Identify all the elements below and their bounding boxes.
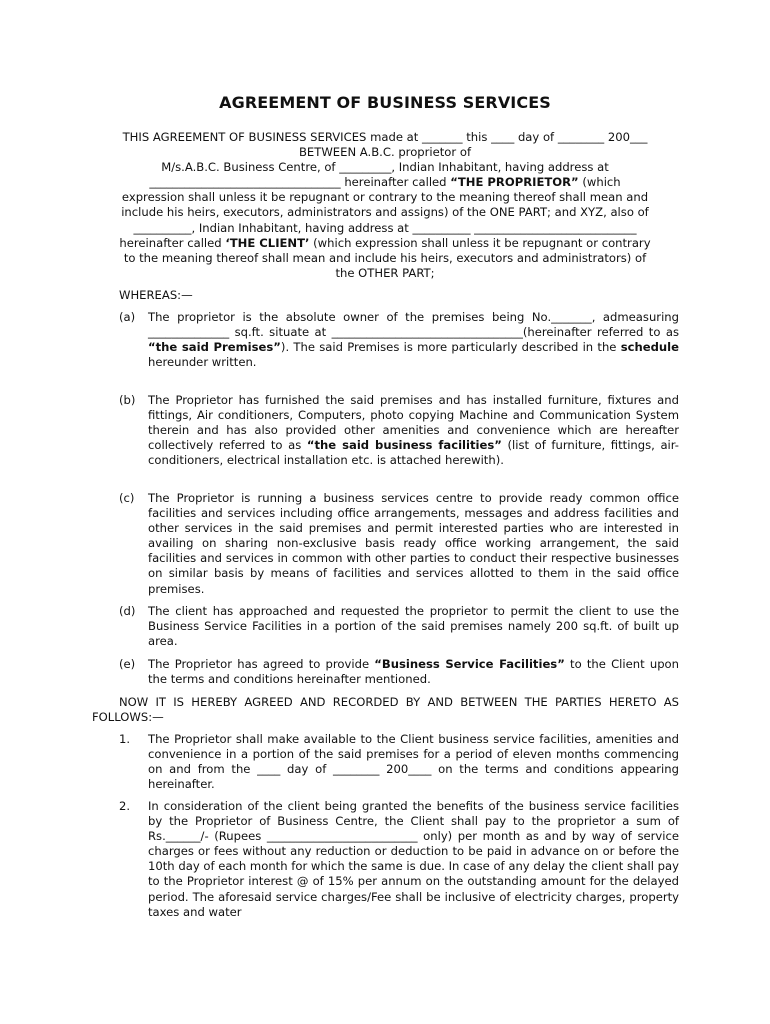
recital-b: [92, 393, 679, 468]
recital-label: (b): [119, 393, 136, 407]
recital-text: [148, 393, 679, 468]
recital-text-part: ______________ sq.ft. situate at _________________________________(hereinafter referred to as: [148, 325, 679, 340]
intro-line: BETWEEN A.B.C. proprietor of: [298, 145, 472, 160]
recital-text-part: The Proprietor has furnished the said premises and has installed furniture, fixtures and fittings, Air conditioners, Computers, photo copying Machine and Communication System therein and has also provided other amenities and convenience which are hereafter collectively referred to as: [148, 393, 679, 453]
service-facilities-term: “Business Service Facilities”: [374, 657, 565, 671]
recital-label: (d): [119, 604, 136, 618]
recital-label: (c): [119, 491, 135, 505]
recital-c: [92, 491, 679, 597]
intro-line: M/s.A.B.C. Business Centre, of _________, Indian Inhabitant, having address at: [161, 160, 609, 175]
intro-text: (which: [578, 175, 621, 190]
recital-label: (e): [119, 657, 136, 671]
recital-text-part: The Proprietor has agreed to provide: [148, 657, 375, 671]
intro-text: (which expression shall unless it be repugnant or contrary: [309, 235, 651, 250]
recital-text-part: ). The said Premises is more particularly described in the: [280, 340, 621, 355]
recital-text: The Proprietor is running a business services centre to provide ready common office facilities and services including office arrangements, messages and address facilities and other services in the said premises and permit interested parties who are interested in availing on sharing non-exclusive basis ready office working arrangement, the said facilities and services in common with other parties to conduct their respective businesses on similar basis by means of facilities and services allotted to them in the said office premises.: [148, 491, 679, 596]
recital-text-part: The proprietor is the absolute owner of the premises being No._______, admeasuring: [148, 310, 679, 324]
whereas-heading: WHEREAS:—: [119, 288, 193, 302]
recital-text-part: (list of furniture, fittings, air-conditioners, electrical installation etc. is attached herewith).: [148, 438, 679, 468]
recital-d: [92, 604, 679, 649]
intro-paragraph: [92, 130, 678, 281]
recital-e: [92, 657, 679, 687]
intro-line: expression shall unless it be repugnant or contrary to the meaning thereof shall mean and: [121, 190, 649, 205]
recital-text-part: to the Client upon the terms and conditions hereinafter mentioned.: [148, 657, 679, 687]
proprietor-term: “THE PROPRIETOR”: [450, 175, 579, 190]
recital-a: [92, 310, 679, 370]
clause-number: 1.: [119, 732, 131, 746]
intro-line: to the meaning thereof shall mean and include his heirs, executors and administrators) of: [123, 250, 647, 265]
clause-number: 2.: [119, 799, 131, 813]
intro-line: THIS AGREEMENT OF BUSINESS SERVICES made at _______ this ____ day of ________ 200___: [122, 130, 648, 144]
business-facilities-term: “the said business facilities”: [306, 438, 502, 453]
clause-text: The Proprietor shall make available to the Client business service facilities, amenities and convenience in a portion of the said premises for a period of eleven months commencing on and from the ____ day of ________ 200____ on the terms and conditions appearing hereinafter.: [148, 732, 679, 792]
operative-heading: NOW IT IS HEREBY AGREED AND RECORDED BY AND BETWEEN THE PARTIES HERETO AS FOLLOWS:—: [92, 695, 679, 725]
document-title: AGREEMENT OF BUSINESS SERVICES: [219, 93, 551, 112]
intro-line: the OTHER PART;: [335, 265, 435, 280]
intro-text: _________________________________ hereinafter called: [149, 175, 451, 190]
clause-1: [92, 732, 679, 792]
recital-label: (a): [119, 310, 136, 324]
intro-line: [92, 236, 678, 251]
intro-line: [92, 175, 678, 190]
clause-text: In consideration of the client being granted the benefits of the business service facilities by the Proprietor of Business Centre, the Client shall pay to the proprietor a sum of Rs.______/- (Rupees __________________________ only) per month as and by way of service charges or fees without any reduction or deduction to be paid in advance on or before the 10th day of each month for which the same is due. In case of any delay the client shall pay to the Proprietor interest @ of 15% per annum on the outstanding amount for the delayed period. The aforesaid service charges/Fee shall be inclusive of electricity charges, property taxes and water: [148, 799, 679, 919]
recital-text-part: hereunder written.: [148, 355, 257, 370]
schedule-term: schedule: [620, 340, 679, 355]
clause-2: [92, 799, 679, 920]
intro-line: include his heirs, executors, administrators and assigns) of the ONE PART; and XYZ, also of: [121, 205, 649, 220]
recital-text: [148, 310, 679, 370]
recital-text: The client has approached and requested the proprietor to permit the client to use the Business Service Facilities in a portion of the said premises namely 200 sq.ft. of built up area.: [148, 604, 679, 649]
client-term: ‘THE CLIENT’: [225, 235, 310, 250]
recital-text: [148, 657, 679, 687]
said-premises-term: “the said Premises”: [148, 340, 281, 355]
intro-text: hereinafter called: [119, 235, 226, 250]
intro-line: __________, Indian Inhabitant, having address at __________ ____________________________: [133, 220, 637, 235]
